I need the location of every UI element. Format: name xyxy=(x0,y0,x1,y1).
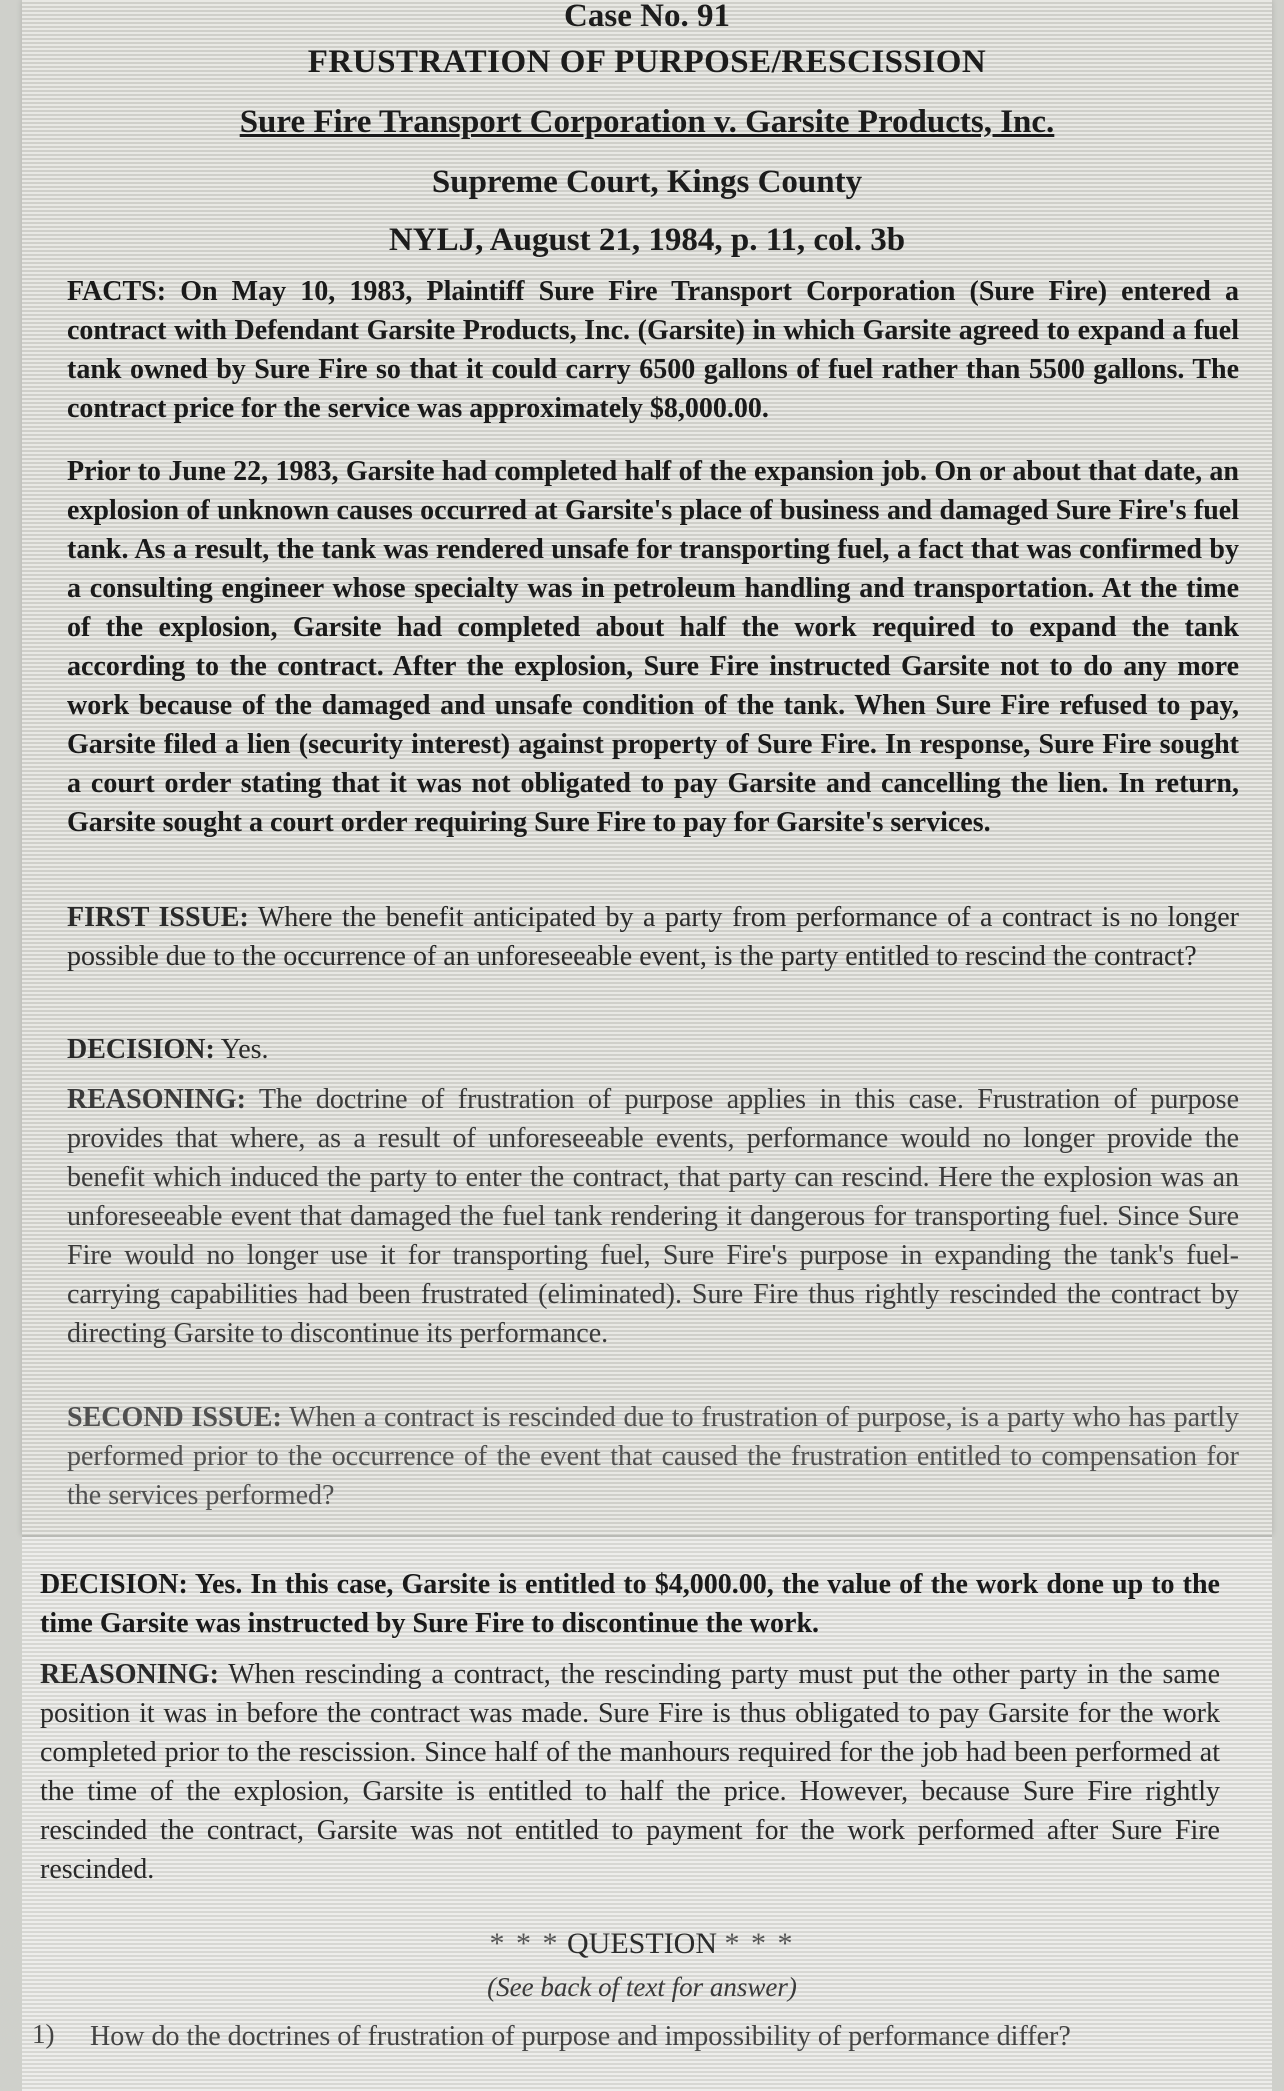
first-issue-paragraph xyxy=(67,898,1239,976)
second-reasoning-text: When rescinding a contract, the rescinding party must put the other party in the same position it was in before the contract was made. Sure Fire is thus obligated to pay Garsite for the work completed prior to the rescission. Since half of the manhours required for the job had been performed at the time of the explosion, Garsite is entitled to half the price. However, because Sure Fire rightly rescinded the contract, Garsite was not entitled to payment for the work performed after Sure Fire rescinded. xyxy=(40,1659,1221,1885)
second-decision-text: Yes. In this case, Garsite is entitled to $4,000.00, the value of the work done up to the time Garsite was instructed by Sure Fire to discontinue the work. xyxy=(40,1569,1220,1639)
first-decision-paragraph xyxy=(67,1030,1239,1069)
second-issue-paragraph xyxy=(67,1398,1239,1515)
question-number: 1) xyxy=(32,2019,55,2049)
question-heading xyxy=(0,1927,1284,1961)
question-stars-left: * * * xyxy=(489,1927,560,1960)
facts-continued-text: Prior to June 22, 1983, Garsite had completed half of the expansion job. On or about that date, an explosion of unknown causes occurred at Garsite's place of business and damaged Sure Fire's fuel tank. As a result, the tank was rendered unsafe for transporting fuel, a fact that was confirmed by a consulting engineer whose specialty was in petroleum handling and transportation. At the time of the explosion, Garsite had completed about half the work required to expand the tank according to the contract. After the explosion, Sure Fire instructed Garsite not to do any more work because of the damaged and unsafe condition of the tank. When Sure Fire refused to pay, Garsite filed a lien (security interest) against property of Sure Fire. In response, Sure Fire sought a court order stating that it was not obligated to pay Garsite and cancelling the lien. In return, Garsite sought a court order requiring Sure Fire to pay for Garsite's services. xyxy=(67,456,1239,838)
second-decision-label: DECISION: xyxy=(40,1569,188,1600)
second-decision-paragraph xyxy=(40,1565,1220,1643)
upper-sheet xyxy=(22,0,1272,1535)
first-issue-text: Where the benefit anticipated by a party from performance of a contract is no longer possible due to the occurrence of an unforeseeable event, is the party entitled to rescind the contract? xyxy=(67,902,1239,972)
case-number: Case No. 91 xyxy=(564,0,730,34)
facts-continued-paragraph xyxy=(67,452,1239,842)
facts-paragraph xyxy=(67,272,1239,428)
case-parties: Sure Fire Transport Corporation v. Garsite Products, Inc. xyxy=(239,104,1055,140)
case-title: FRUSTRATION OF PURPOSE/RESCISSION xyxy=(307,44,987,80)
first-reasoning-label: REASONING: xyxy=(67,1084,246,1115)
first-decision-text: Yes. xyxy=(220,1034,269,1065)
question-note: (See back of text for answer) xyxy=(487,1972,797,2002)
second-reasoning-label: REASONING: xyxy=(40,1659,219,1690)
facts-text: On May 10, 1983, Plaintiff Sure Fire Transport Corporation (Sure Fire) entered a contract with Defendant Garsite Products, Inc. (Garsite) in which Garsite agreed to expand a fuel tank owned by Sure Fire so that it could carry 6500 gallons of fuel rather than 5500 gallons. The contract price for the service was approximately $8,000.00. xyxy=(67,276,1239,424)
first-reasoning-text: The doctrine of frustration of purpose applies in this case. Frustration of purpose provides that where, as a result of unforeseeable events, performance would no longer provide the benefit which induced the party to enter the contract, that party can rescind. Here the explosion was an unforeseeable event that damaged the fuel tank rendering it dangerous for transporting fuel. Since Sure Fire would no longer use it for transporting fuel, Sure Fire's purpose in expanding the tank's fuel-carrying capabilities had been frustrated (eliminated). Sure Fire thus rightly rescinded the contract by directing Garsite to discontinue its performance. xyxy=(67,1084,1240,1349)
first-reasoning-paragraph xyxy=(67,1080,1239,1353)
facts-label: FACTS: xyxy=(67,276,167,307)
citation: NYLJ, August 21, 1984, p. 11, col. 3b xyxy=(388,222,906,258)
court-name: Supreme Court, Kings County xyxy=(431,164,863,200)
second-issue-text: When a contract is rescinded due to frustration of purpose, is a party who has partly performed prior to the occurrence of the event that caused the frustration entitled to compensation for the services performed? xyxy=(67,1402,1239,1511)
second-reasoning-paragraph xyxy=(40,1655,1220,1889)
question-heading-text: QUESTION xyxy=(567,1927,717,1960)
question-text: How do the doctrines of frustration of purpose and impossibility of performance differ? xyxy=(90,2021,1071,2052)
second-issue-label: SECOND ISSUE: xyxy=(67,1402,282,1433)
question-stars-right: * * * xyxy=(724,1927,795,1960)
first-decision-label: DECISION: xyxy=(67,1034,215,1065)
first-issue-label: FIRST ISSUE: xyxy=(67,902,249,933)
